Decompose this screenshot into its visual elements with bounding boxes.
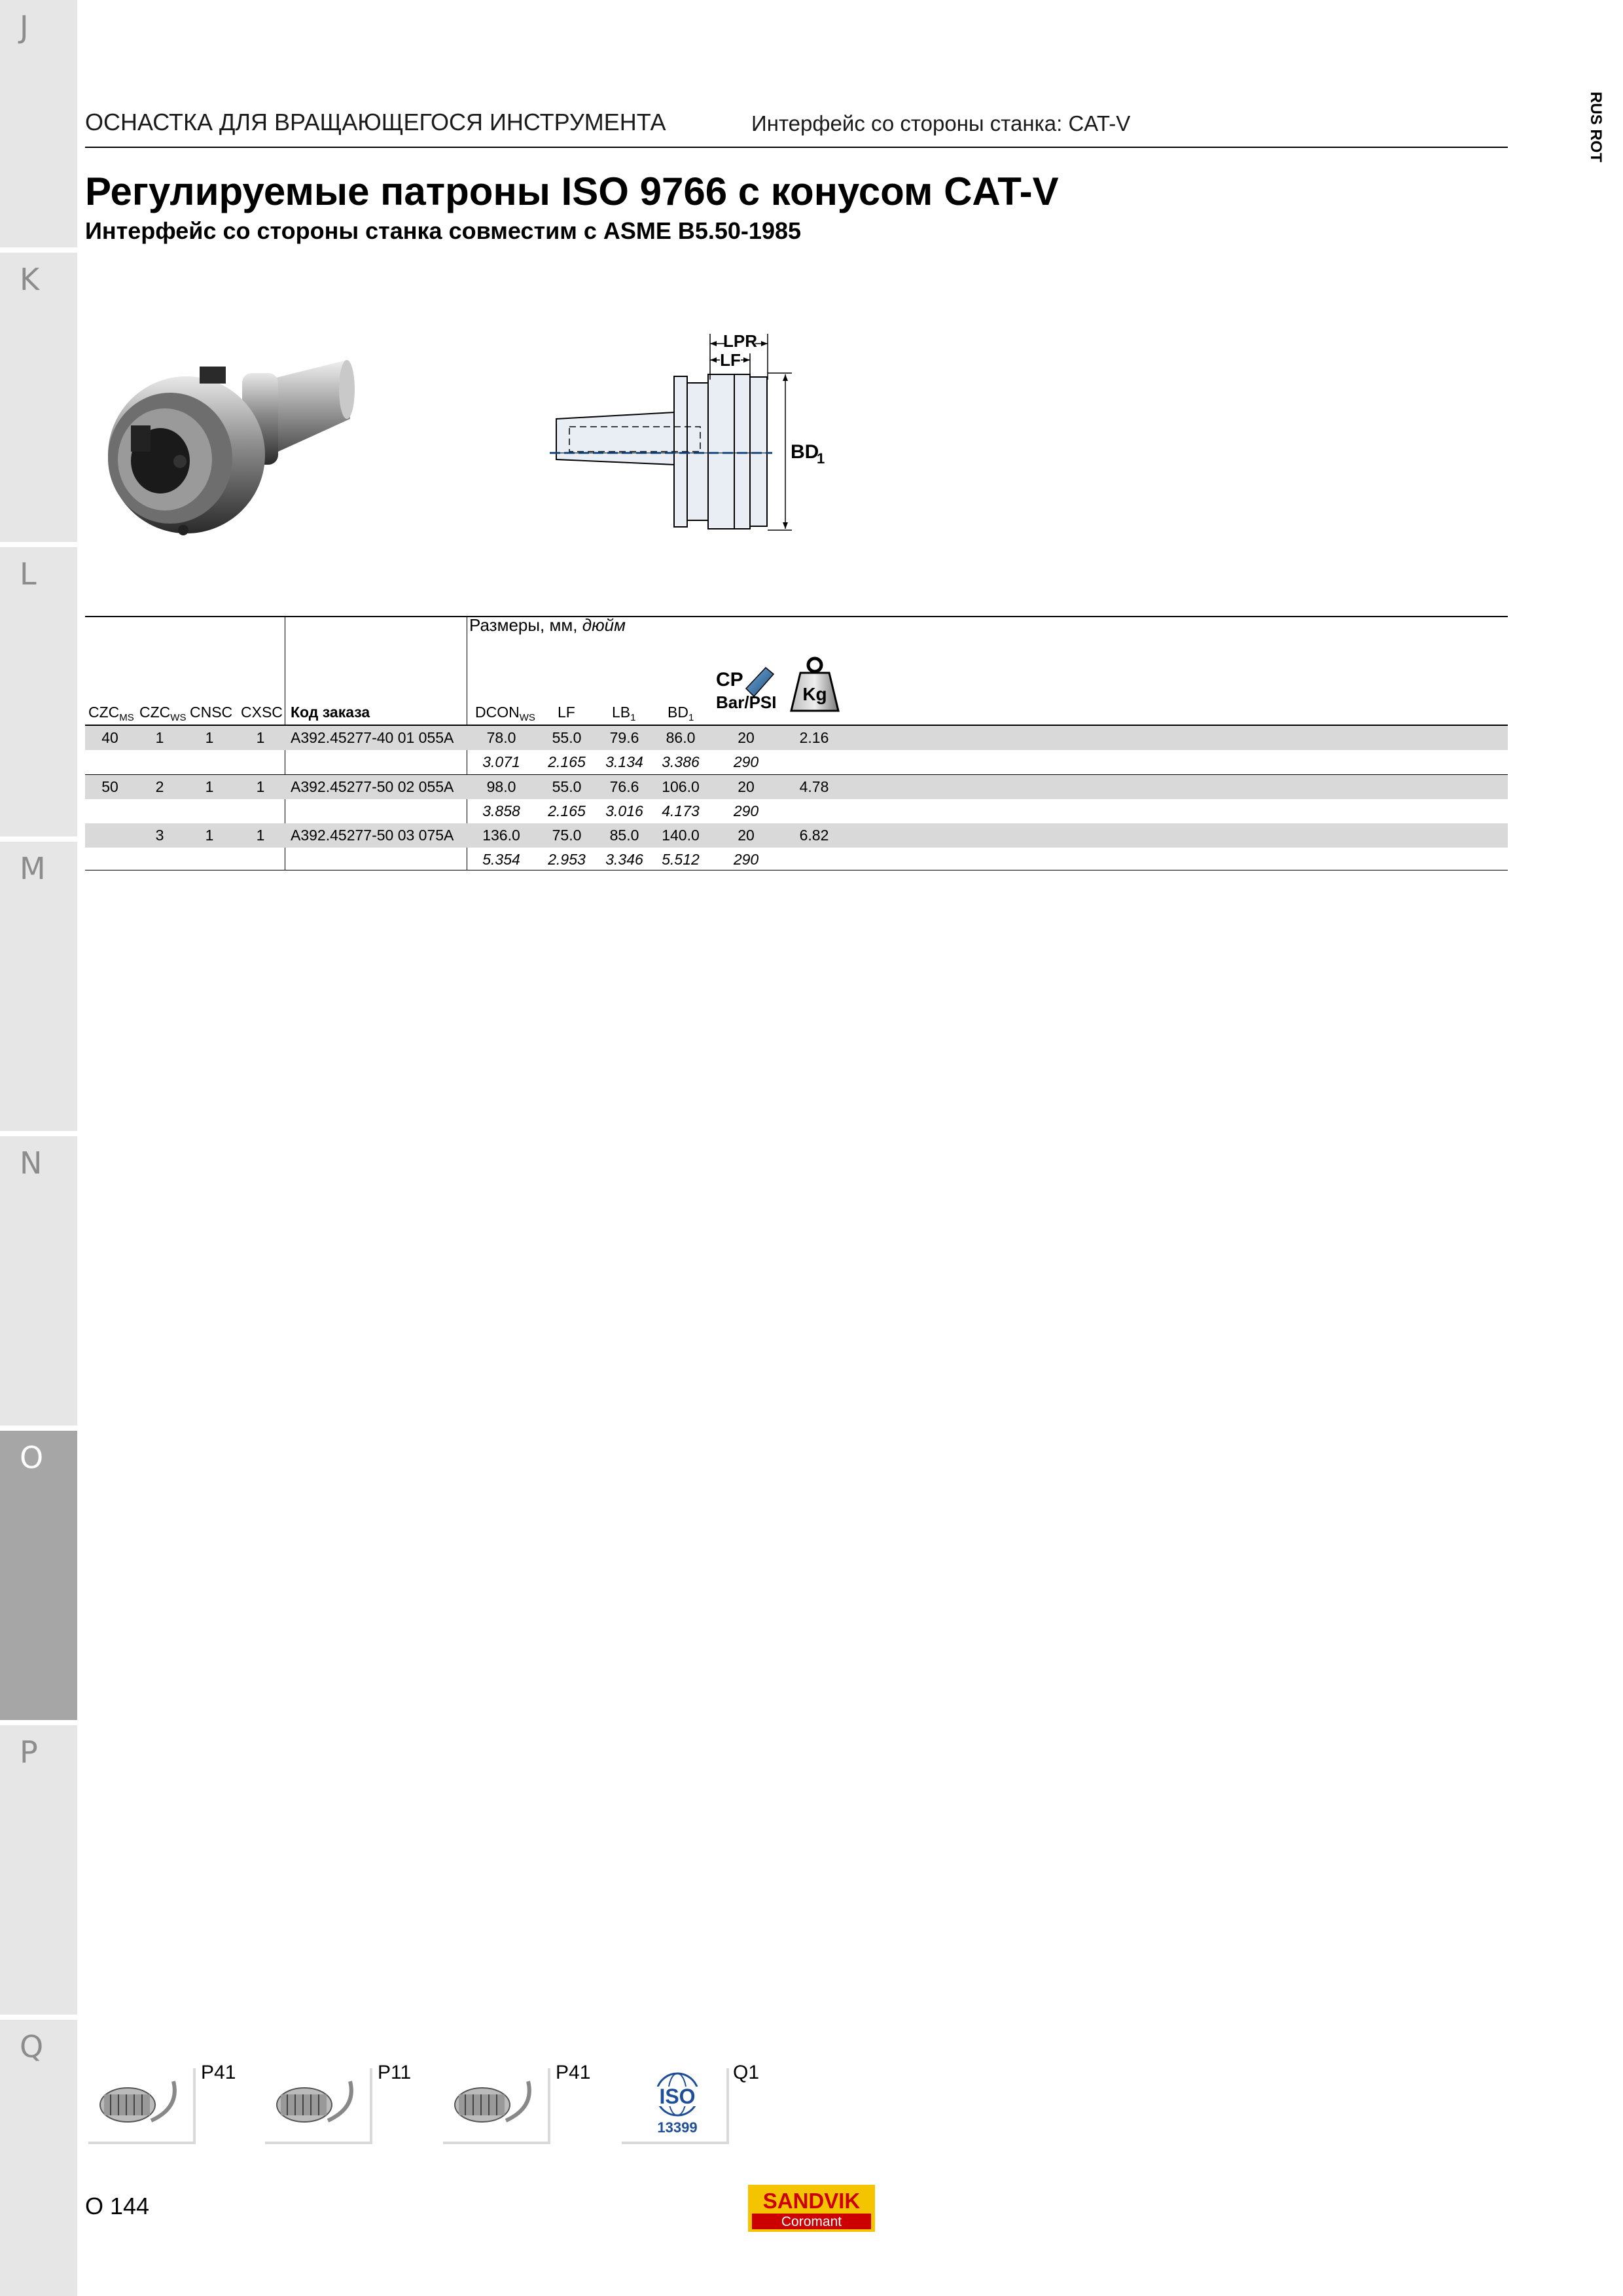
tab-letter: O [20, 1440, 44, 1475]
cell-czc-ws: 1 [155, 729, 164, 746]
cell-lf: 55.0 [552, 729, 582, 746]
lpr-label: LPR [723, 331, 757, 351]
section-tab-m[interactable] [0, 842, 77, 1131]
cp-icon-line2: Bar/PSI [716, 692, 777, 712]
page-title: Регулируемые патроны ISO 9766 с конусом CAT-V [85, 170, 1059, 213]
cell-order-code[interactable]: A392.45277-40 01 055A [291, 729, 454, 746]
cell-lf-inch: 2.953 [548, 851, 586, 868]
cell-bd1: 106.0 [662, 778, 700, 795]
cell-cnsc: 1 [205, 729, 214, 746]
header-dcon-ws: $DCON_{WS}$ [475, 704, 535, 723]
cell-lf-inch: 2.165 [548, 753, 586, 770]
dimension-drawing [543, 314, 910, 550]
tab-letter: K [20, 262, 40, 297]
cell-cp: 20 [738, 729, 755, 746]
cell-cnsc: 1 [205, 778, 214, 795]
reference-page: P11 [378, 2062, 412, 2083]
header-lf: LF [558, 704, 575, 721]
cell-lb1-inch: 3.346 [605, 851, 643, 868]
cell-cp-inch: 290 [733, 753, 759, 770]
cell-cnsc: 1 [205, 827, 214, 844]
dimensions-caption: Размеры, мм, дюйм [469, 615, 626, 635]
header-order-code: Код заказа [291, 704, 370, 721]
kg-label: Kg [802, 684, 827, 704]
cell-dcon-inch: 3.071 [482, 753, 520, 770]
cell-dcon: 136.0 [482, 827, 520, 844]
collet-icon [265, 2068, 372, 2144]
cell-dcon-inch: 5.354 [482, 851, 520, 868]
table-row [85, 750, 1508, 774]
cell-cp-inch: 290 [733, 802, 759, 819]
cell-dcon: 98.0 [486, 778, 516, 795]
cell-dcon: 78.0 [486, 729, 516, 746]
cell-cp-inch: 290 [733, 851, 759, 868]
cell-cp: 20 [738, 778, 755, 795]
cell-lb1-inch: 3.016 [605, 802, 643, 819]
cell-kg: 4.78 [799, 778, 829, 795]
reference-page: Q1 [733, 2062, 760, 2083]
svg-text:Coromant: Coromant [781, 2214, 842, 2229]
lf-label: LF [720, 350, 741, 370]
cell-bd1-inch: 5.512 [662, 851, 700, 868]
header-cxsc: CXSC [241, 704, 283, 721]
sandvik-coromant-logo [748, 2185, 875, 2232]
cell-czc-ws: 2 [155, 778, 164, 795]
cell-lb1: 76.6 [609, 778, 639, 795]
cell-czc-ms: 40 [101, 729, 118, 746]
svg-text:13399: 13399 [657, 2119, 698, 2136]
cell-cp: 20 [738, 827, 755, 844]
interface-heading: Интерфейс со стороны станка: CAT-V [751, 111, 1131, 135]
cell-bd1-inch: 4.173 [662, 802, 700, 819]
tab-letter: N [20, 1145, 43, 1181]
cell-kg: 2.16 [799, 729, 829, 746]
header-czc-ms: $CZC_{MS}$ [88, 704, 134, 723]
collet-icon [443, 2068, 550, 2144]
section-tab-q[interactable] [0, 2020, 77, 2296]
coolant-pressure-icon [713, 662, 779, 715]
section-sidebar [0, 0, 77, 2296]
table-row [85, 775, 1508, 799]
language-code: RUS ROT [1587, 92, 1605, 162]
cell-order-code[interactable]: A392.45277-50 02 055A [291, 778, 454, 795]
section-tab-n[interactable] [0, 1136, 77, 1426]
tab-letter: J [20, 9, 29, 45]
cell-bd1: 140.0 [662, 827, 700, 844]
cell-lb1: 79.6 [609, 729, 639, 746]
tool-holder-photo [92, 340, 366, 550]
cell-order-code[interactable]: A392.45277-50 03 075A [291, 827, 454, 844]
collet-icon [88, 2068, 196, 2144]
header-lb1: $LB_1$ [612, 704, 636, 723]
header-bd1: $BD_1$ [668, 704, 694, 723]
tab-letter: L [20, 556, 37, 592]
page-number: O 144 [85, 2193, 150, 2219]
cell-lb1-inch: 3.134 [605, 753, 643, 770]
cell-cxsc: 1 [256, 827, 265, 844]
iso-13399-icon [622, 2068, 729, 2144]
cell-lf: 75.0 [552, 827, 582, 844]
cell-cxsc: 1 [256, 729, 265, 746]
table-row [85, 726, 1508, 750]
svg-text:ISO: ISO [659, 2085, 696, 2108]
cell-kg: 6.82 [799, 827, 829, 844]
section-tab-o[interactable] [0, 1431, 77, 1720]
section-tab-k[interactable] [0, 253, 77, 542]
tab-letter: Q [20, 2029, 44, 2064]
table-row [85, 848, 1508, 872]
table-top-rule [85, 616, 1508, 617]
tab-letter: P [20, 1734, 38, 1770]
cell-czc-ms: 50 [101, 778, 118, 795]
cell-lf: 55.0 [552, 778, 582, 795]
page-subtitle: Интерфейс со стороны станка совместим с ASME B5.50-1985 [85, 217, 802, 244]
reference-page: P41 [556, 2062, 591, 2083]
bd-label-sub: 1 [817, 450, 825, 467]
weight-icon [789, 655, 841, 713]
section-tab-l[interactable] [0, 547, 77, 836]
cell-bd1-inch: 3.386 [662, 753, 700, 770]
cell-lb1: 85.0 [609, 827, 639, 844]
table-row [85, 799, 1508, 823]
cell-dcon-inch: 3.858 [482, 802, 520, 819]
cell-lf-inch: 2.165 [548, 802, 586, 819]
bd-label: BD [791, 441, 819, 463]
cp-icon-line1: CP [716, 669, 743, 691]
svg-text:SANDVIK: SANDVIK [762, 2189, 861, 2213]
section-tab-j[interactable] [0, 0, 77, 247]
cell-czc-ws: 3 [155, 827, 164, 844]
reference-page: P41 [201, 2062, 236, 2083]
cell-cxsc: 1 [256, 778, 265, 795]
header-divider [85, 147, 1508, 148]
tab-letter: M [20, 851, 46, 886]
table-row [85, 823, 1508, 848]
header-cnsc: CNSC [190, 704, 233, 721]
header-czc-ws: $CZC_{WS}$ [139, 704, 187, 723]
section-heading: ОСНАСТКА ДЛЯ ВРАЩАЮЩЕГОСЯ ИНСТРУМЕНТА [85, 109, 666, 135]
section-tab-p[interactable] [0, 1725, 77, 2015]
cell-bd1: 86.0 [666, 729, 696, 746]
